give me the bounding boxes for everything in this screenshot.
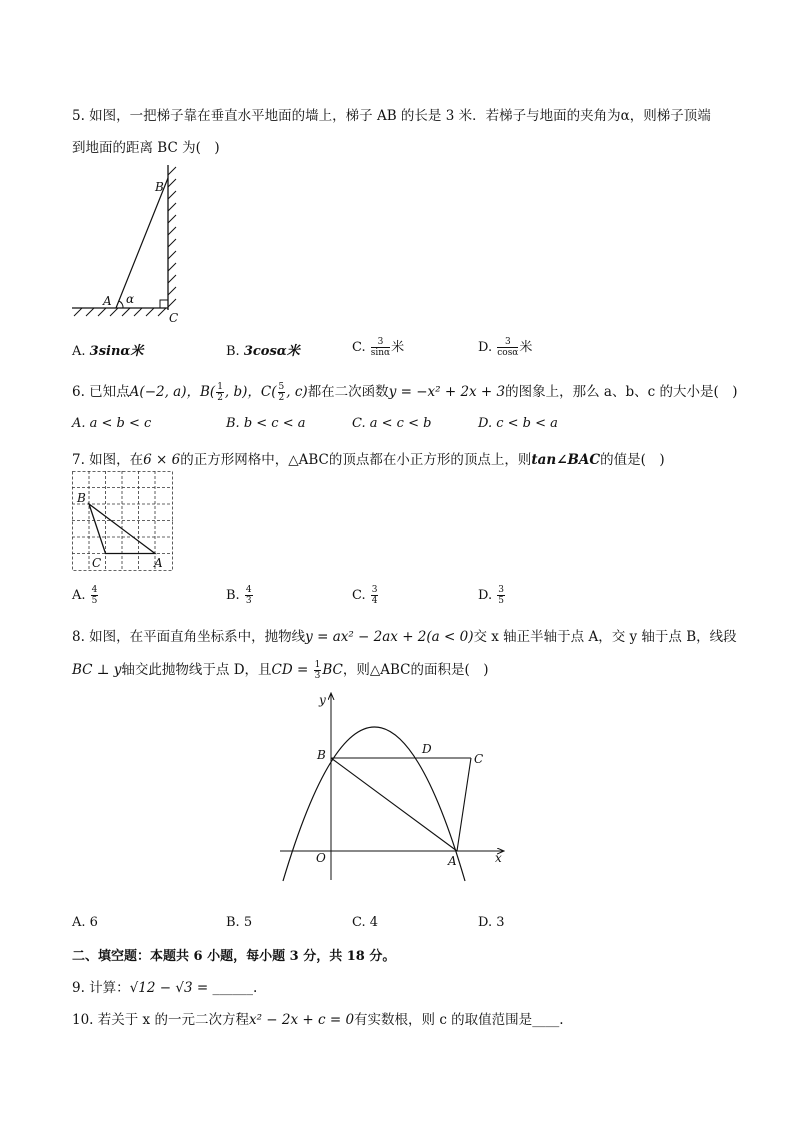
- q5-line1: 5. 如图，一把梯子靠在垂直水平地面的墙上，梯子 AB 的长是 3 米．若梯子与地面的夹角为α，则梯子顶端: [72, 108, 711, 124]
- q8-option-c: C. 4: [352, 915, 379, 930]
- q7-option-d: D. $\frac{3}{5}$: [478, 585, 504, 606]
- q5-label-b: B: [155, 180, 164, 194]
- q5-option-b: B. 3cosα米: [226, 344, 300, 359]
- q7-label-a: A: [154, 556, 163, 570]
- q5-label-alpha: α: [126, 292, 135, 306]
- q6-stem: 6. 已知点A(−2, a)，B( $\frac{1}{2}$ , b)，C( $\frac{5}{2}$ , c)都在二次函数y = −x² + 2x + 3的图象上，那么 a、b、c 的大小是( ): [72, 382, 738, 403]
- q7-grid-figure: [72, 471, 174, 573]
- q9-stem: 9. 计算：√12 − √3 = ______.: [72, 980, 258, 996]
- q8-line1: 8. 如图，在平面直角坐标系中，抛物线y = ax² − 2ax + 2(a < 0)交 x 轴正半轴于点 A，交 y 轴于点 B，线段: [72, 629, 737, 645]
- section-fill-in-heading: 二、填空题：本题共 6 小题，每小题 3 分，共 18 分。: [72, 949, 396, 964]
- q8-label-x: x: [495, 851, 502, 865]
- q8-label-a: A: [448, 854, 457, 868]
- q8-label-d: D: [422, 742, 432, 756]
- q6-option-a: A. a < b < c: [72, 416, 152, 431]
- q5-option-a: A. 3sinα米: [72, 344, 144, 359]
- q10-stem: 10. 若关于 x 的一元二次方程x² − 2x + c = 0有实数根，则 c 的取值范围是____.: [72, 1012, 564, 1028]
- q5-label-a: A: [103, 294, 112, 308]
- q8-line2: BC ⊥ y轴交此抛物线于点 D，且CD = $\frac{1}{3}$ BC，则△ABC的面积是( ): [72, 660, 489, 681]
- q7-option-b: B. $\frac{4}{3}$: [226, 585, 252, 606]
- q7-label-c: C: [92, 556, 102, 570]
- q7-option-c: C. $\frac{3}{4}$: [352, 585, 378, 606]
- q8-label-b: B: [317, 748, 326, 762]
- q8-label-c: C: [474, 752, 484, 766]
- q9-answer-blank[interactable]: ______: [212, 980, 253, 996]
- q7-option-a: A. $\frac{4}{5}$: [72, 585, 98, 606]
- q8-parabola: [283, 727, 465, 881]
- q5-line2: 到地面的距离 BC 为( ): [72, 140, 220, 156]
- q8-option-a: A. 6: [72, 915, 98, 930]
- q7-label-b: B: [77, 491, 86, 505]
- q5-ladder-figure: [70, 160, 190, 325]
- q8-option-d: D. 3: [478, 915, 505, 930]
- q6-option-b: B. b < c < a: [226, 416, 306, 431]
- q8-label-y: y: [319, 693, 326, 707]
- q7-stem: 7. 如图，在6 × 6的正方形网格中，△ABC的顶点都在小正方形的顶点上，则tan∠BAC的值是( ): [72, 452, 665, 468]
- q5-label-c: C: [169, 311, 179, 325]
- q6-option-d: D. c < b < a: [478, 416, 558, 431]
- q6-option-c: C. a < c < b: [352, 416, 432, 431]
- q8-label-o: O: [316, 851, 326, 865]
- q10-answer-blank[interactable]: ____: [532, 1012, 560, 1028]
- q5-option-d: D. $\frac{3}{\cos\alpha}$ 米: [478, 337, 533, 358]
- q5-option-c: C. $\frac{3}{\sin\alpha}$ 米: [352, 337, 405, 358]
- q8-parabola-figure: [275, 688, 515, 888]
- q8-option-b: B. 5: [226, 915, 253, 930]
